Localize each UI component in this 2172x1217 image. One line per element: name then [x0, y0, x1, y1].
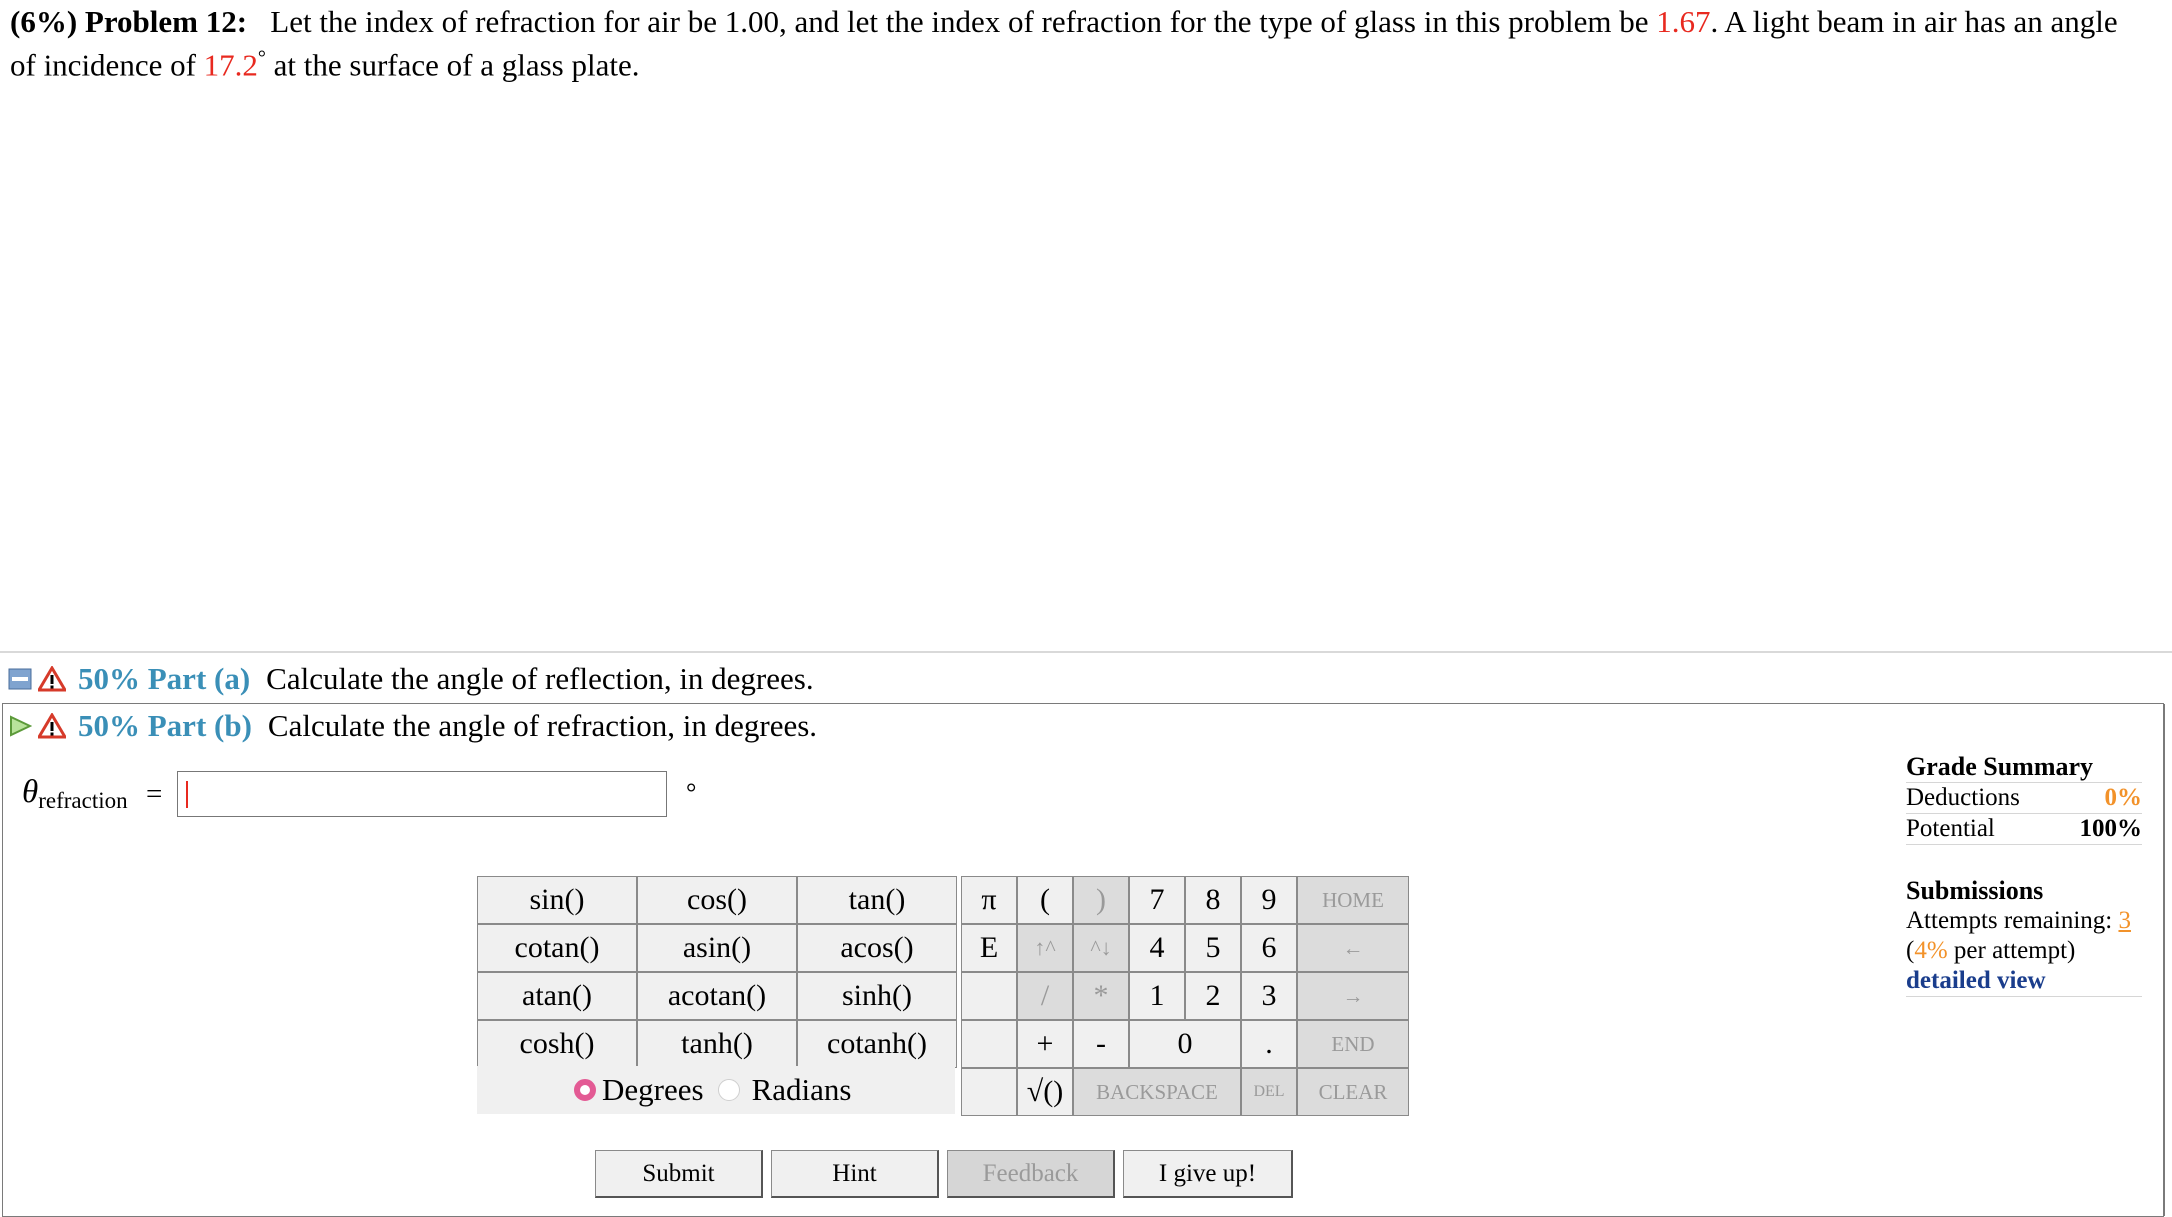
key-tanh[interactable]: tanh() [637, 1020, 797, 1068]
key-asin[interactable]: asin() [637, 924, 797, 972]
expand-arrow-icon[interactable] [8, 715, 32, 737]
key-cotanh[interactable]: cotanh() [797, 1020, 957, 1068]
key-down-caret[interactable]: ^↓ [1073, 924, 1129, 972]
part-b-text: Calculate the angle of refraction, in degrees. [267, 708, 818, 743]
attempts-label: Attempts remaining: [1906, 907, 2119, 934]
key-4[interactable]: 4 [1129, 924, 1185, 972]
key-acos[interactable]: acos() [797, 924, 957, 972]
key-multiply[interactable]: * [1073, 972, 1129, 1020]
detailed-view-link[interactable]: detailed view [1906, 967, 2046, 994]
degrees-radio[interactable] [574, 1079, 596, 1101]
part-a-text: Calculate the angle of reflection, in degrees. [266, 661, 814, 696]
key-sinh[interactable]: sinh() [797, 972, 957, 1020]
theta-symbol: θ [22, 774, 39, 810]
attempts-line [1906, 906, 2142, 936]
per-attempt-line [1906, 936, 2142, 966]
key-dot[interactable]: . [1241, 1020, 1297, 1068]
deductions-label: Deductions [1906, 784, 2020, 811]
problem-text-3: at the surface of a glass plate. [265, 47, 640, 83]
deductions-row [1906, 783, 2142, 814]
text-caret [186, 781, 188, 808]
part-a-header[interactable] [8, 659, 814, 699]
per-attempt-open: ( [1906, 937, 1915, 964]
problem-statement [10, 4, 2140, 83]
key-blank [961, 972, 1017, 1020]
variable-subscript: refraction [38, 788, 128, 813]
potential-label: Potential [1906, 815, 1995, 842]
key-blank [961, 1068, 1017, 1116]
deductions-value: 0% [2104, 784, 2142, 811]
key-acotan[interactable]: acotan() [637, 972, 797, 1020]
glass-index-value: 1.67 [1656, 4, 1711, 39]
key-clear[interactable]: CLEAR [1297, 1068, 1409, 1116]
collapse-icon[interactable] [8, 668, 32, 690]
key-left-arrow[interactable]: ← [1297, 924, 1409, 972]
variable-label [22, 774, 128, 811]
per-attempt-pct: 4% [1914, 937, 1948, 964]
degrees-label[interactable]: Degrees [602, 1072, 704, 1107]
key-cosh[interactable]: cosh() [477, 1020, 637, 1068]
key-end[interactable]: END [1297, 1020, 1409, 1068]
radians-radio[interactable] [718, 1079, 740, 1101]
key-cos[interactable]: cos() [637, 876, 797, 924]
grade-summary [1906, 752, 2142, 845]
key-divide[interactable]: / [1017, 972, 1073, 1020]
key-e[interactable]: E [961, 924, 1017, 972]
unit-degree: ° [686, 778, 697, 807]
hint-button[interactable]: Hint [771, 1150, 939, 1198]
key-sqrt[interactable]: √() [1017, 1068, 1073, 1116]
key-blank [961, 1020, 1017, 1068]
give-up-button[interactable]: I give up! [1123, 1150, 1293, 1198]
key-open-paren[interactable]: ( [1017, 876, 1073, 924]
key-del[interactable]: DEL [1241, 1068, 1297, 1116]
key-6[interactable]: 6 [1241, 924, 1297, 972]
key-0[interactable]: 0 [1129, 1020, 1241, 1068]
problem-text-1: Let the index of refraction for air be 1.00, and let the index of refraction for the type of glass in this problem be [270, 4, 1657, 39]
key-9[interactable]: 9 [1241, 876, 1297, 924]
key-atan[interactable]: atan() [477, 972, 637, 1020]
attempts-value: 3 [2118, 907, 2131, 934]
key-7[interactable]: 7 [1129, 876, 1185, 924]
potential-value: 100% [2079, 815, 2142, 842]
key-close-paren[interactable]: ) [1073, 876, 1129, 924]
key-3[interactable]: 3 [1241, 972, 1297, 1020]
problem-text-2: . A light beam in air has an angle of incidence of [10, 4, 2118, 83]
potential-row [1906, 814, 2142, 845]
key-right-arrow[interactable]: → [1297, 972, 1409, 1020]
key-cotan[interactable]: cotan() [477, 924, 637, 972]
key-tan[interactable]: tan() [797, 876, 957, 924]
key-plus[interactable]: + [1017, 1020, 1073, 1068]
key-pi[interactable]: π [961, 876, 1017, 924]
key-1[interactable]: 1 [1129, 972, 1185, 1020]
warning-icon [38, 713, 66, 739]
submissions-title: Submissions [1906, 876, 2044, 905]
grade-summary-title: Grade Summary [1906, 752, 2094, 781]
submit-button[interactable]: Submit [595, 1150, 763, 1198]
key-minus[interactable]: - [1073, 1020, 1129, 1068]
answer-input[interactable] [177, 771, 667, 817]
part-a-percent: 50% Part (a) [78, 661, 251, 696]
key-sin[interactable]: sin() [477, 876, 637, 924]
part-b-header[interactable] [8, 706, 817, 746]
problem-header: (6%) Problem 12: [10, 4, 248, 39]
degree-symbol: ° [257, 47, 266, 69]
grade-summary-title-row [1906, 752, 2142, 783]
key-2[interactable]: 2 [1185, 972, 1241, 1020]
key-8[interactable]: 8 [1185, 876, 1241, 924]
angle-mode [477, 1066, 955, 1114]
per-attempt-text: per attempt) [1947, 937, 2076, 964]
part-b-percent: 50% Part (b) [78, 708, 252, 743]
key-up-caret[interactable]: ↑^ [1017, 924, 1073, 972]
radians-label[interactable]: Radians [751, 1072, 852, 1107]
key-backspace[interactable]: BACKSPACE [1073, 1068, 1241, 1116]
feedback-button[interactable]: Feedback [947, 1150, 1115, 1198]
section-divider [0, 651, 2172, 653]
warning-icon [38, 666, 66, 692]
equals-sign: = [146, 778, 163, 810]
key-home[interactable]: HOME [1297, 876, 1409, 924]
incidence-angle-value: 17.2 [203, 47, 258, 83]
submissions-panel [1906, 876, 2142, 997]
key-5[interactable]: 5 [1185, 924, 1241, 972]
